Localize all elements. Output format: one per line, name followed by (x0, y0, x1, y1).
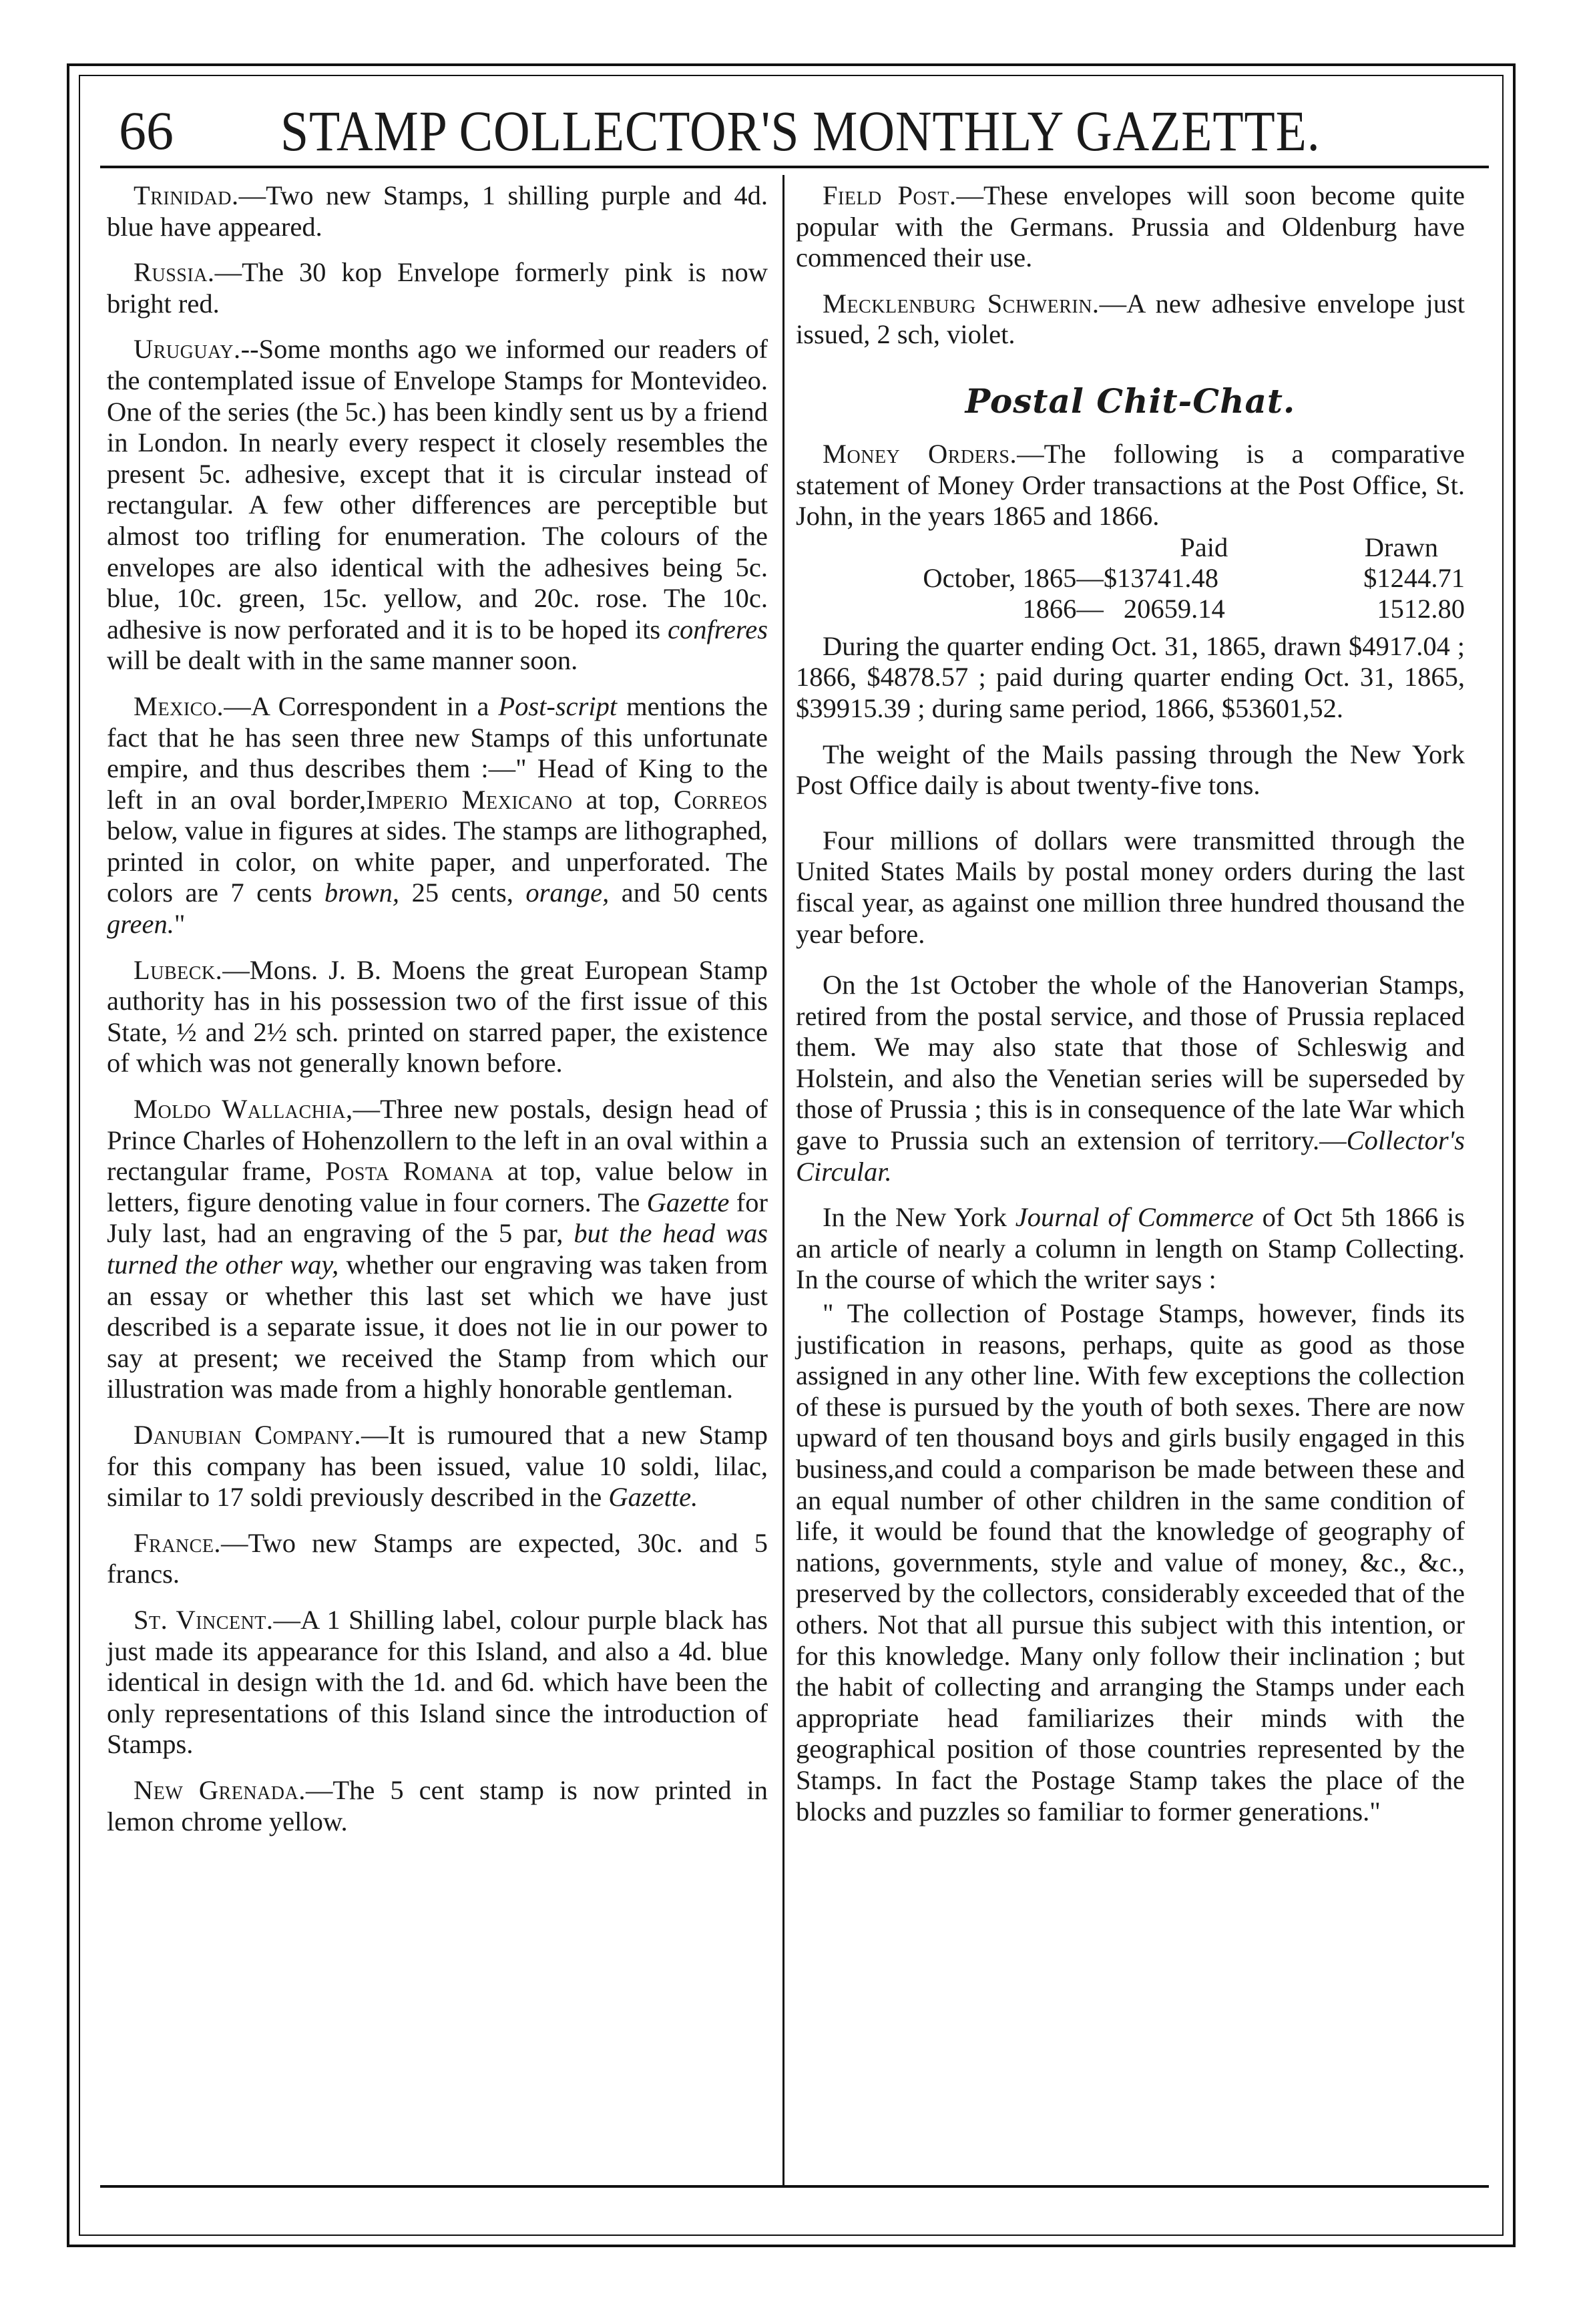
paragraph-four-millions: Four millions of dollars were transmitted through the United States Mails by postal money orders during the last fiscal year, as against one million three hundred thousand the year before. (796, 825, 1465, 949)
article-uruguay (107, 334, 768, 676)
article-heading: Mecklenburg Schwerin. (823, 288, 1100, 319)
article-mecklenburg (796, 288, 1465, 351)
article-moldo-wallachia (107, 1094, 768, 1405)
article-emphasis: brown, (324, 878, 400, 908)
table-cell-paid: $13741.48 (1103, 562, 1219, 593)
article-russia (107, 257, 768, 319)
article-body: —Two new Stamps are expected, 30c. and 5 francs. (107, 1527, 768, 1589)
article-heading: Russia. (134, 257, 215, 288)
article-body: —A 1 Shilling label, colour purple black has just made its appearance for this Island, and also a 4d. blue identical in design with the 1d. and 6d. which have been the only representations of this Island since the introduction of Stamps. (107, 1604, 768, 1760)
article-heading: Mexico. (134, 691, 224, 721)
table-cell-drawn: 1512.80 (1377, 593, 1465, 624)
article-money-orders (796, 439, 1465, 532)
article-body: will be dealt with in the same manner soon. (107, 645, 578, 676)
article-body: whether our engraving was taken from an essay or whether this last set which we have just described is a separate issue, it does not lie in our power to say at present; we received the Stamp from which our illustration was made from a highly honorable gentleman. (107, 1249, 768, 1404)
article-heading: Trinidad. (134, 180, 239, 210)
table-cell-paid: 20659.14 (1123, 593, 1225, 624)
article-heading: Lubeck. (134, 954, 223, 985)
article-body: of Oct 5th 1866 is an article of nearly a column in length on Stamp Collecting. In the course of which the writer says : (796, 1202, 1465, 1295)
article-heading: France. (134, 1527, 222, 1558)
column-divider (782, 175, 784, 2185)
bottom-rule (100, 2185, 1489, 2188)
article-emphasis: Post-script (498, 691, 618, 721)
article-small-caps: Correos (674, 784, 768, 815)
article-body: —These envelopes will soon become quite popular with the Germans. Prussia and Oldenburg have commenced their use. (796, 180, 1465, 273)
article-body: —Mons. J. B. Moens the great European Stamp authority has in his possession two of the first issue of this State, ½ and 2½ sch. printed on starred paper, the existence of which was not generally known before. (107, 954, 768, 1079)
paragraph-hanoverian (796, 970, 1465, 1187)
article-body: mentions the fact that he has seen three new Stamps of this unfortunate empire, and thus describes them :—" Head of King to the left in an oval border, (107, 691, 768, 815)
article-body: —The following is a comparative statement of Money Order transactions at the Post Office, St. John, in the years 1865 and 1866. (796, 438, 1465, 532)
article-emphasis: Journal of Commerce (1015, 1202, 1254, 1233)
article-emphasis: Gazette. (608, 1482, 698, 1513)
page-header (100, 93, 1489, 167)
paragraph-journal (796, 1202, 1465, 1296)
article-france (107, 1528, 768, 1590)
article-small-caps: Imperio Mexicano (366, 784, 573, 815)
table-cell-label: October, 1865— (923, 562, 1104, 593)
article-heading: Field Post. (823, 180, 957, 210)
article-body: at top, value below in letters, figure denoting value in four corners. The (107, 1156, 768, 1217)
page-number: 66 (119, 100, 174, 161)
article-body: —The 30 kop Envelope formerly pink is now bright red. (107, 257, 768, 319)
article-body: —The 5 cent stamp is now printed in lemon chrome yellow. (107, 1774, 768, 1836)
left-column (107, 180, 768, 1852)
article-body: " (174, 909, 186, 940)
article-source: Collector's Circular. (796, 1125, 1465, 1187)
right-column (796, 180, 1465, 1842)
article-body: —Two new Stamps, 1 shilling purple and 4d. blue have appeared. (107, 180, 768, 242)
paragraph-quote: " The collection of Postage Stamps, however, finds its justification in reasons, perhaps, quite as good as those assigned in any other line. With few exceptions the collection of these is pursued by the youth of both sexes. There are now upward of ten thousand boys and girls busily engaged in this business,and could a comparison be made between these and an equal number of other children in the same condition of life, it would be found that the knowledge of geography of nations, governments, style and value of money, &c., &c., preserved by the collectors, considerably exceeded that of the others. Not that all pursue this subject with this intention, or for this knowledge. Many only follow their inclination ; but the habit of collecting and arranging the Stamps under each appropriate head familiarizes their minds with the geographical position of those countries represented by the Stamps. In fact the Postage Stamp takes the place of the blocks and puzzles so familiar to former generations." (796, 1298, 1465, 1826)
article-heading: Money Orders. (823, 438, 1017, 469)
article-heading: Uruguay. (134, 334, 241, 365)
article-emphasis: Gazette (646, 1187, 730, 1217)
article-heading: Danubian Company. (134, 1419, 362, 1450)
article-heading: New Grenada. (134, 1774, 306, 1805)
article-body: 25 cents, (399, 878, 526, 908)
column-header-drawn: Drawn (1364, 532, 1438, 562)
article-body: In the New York (823, 1202, 1015, 1233)
article-field-post (796, 180, 1465, 274)
article-mexico (107, 691, 768, 940)
header-rule (100, 166, 1489, 168)
article-body: —It is rumoured that a new Stamp for this company has been issued, value 10 soldi, lilac, similar to 17 soldi previously described in the (107, 1419, 768, 1513)
article-body: On the 1st October the whole of the Hanoverian Stamps, retired from the postal service, and those of Prussia replaced them. We may also state that those of Schleswig and Holstein, and also the Venetian series will be superseded by those of Prussia ; this is in consequence of the late War which gave to Prussia such an extension of territory.— (796, 970, 1465, 1156)
table-row (796, 563, 1465, 594)
paragraph-quarter: During the quarter ending Oct. 31, 1865, drawn $4917.04 ; 1866, $4878.57 ; paid during quarter ending Oct. 31, 1865, $39915.39 ; during same period, 1866, $53601,52. (796, 630, 1465, 723)
table-cell-drawn: $1244.71 (1363, 562, 1465, 593)
article-emphasis: confreres (668, 614, 768, 644)
article-small-caps: Posta Romana (325, 1156, 494, 1187)
article-body: —A new adhesive envelope just issued, 2 sch, violet. (796, 288, 1465, 350)
money-order-table (796, 532, 1465, 624)
article-lubeck (107, 955, 768, 1079)
table-row (796, 594, 1465, 624)
article-body: at top, (572, 784, 674, 815)
article-new-grenada (107, 1775, 768, 1837)
column-header-paid: Paid (1180, 532, 1228, 562)
article-body: —A Correspondent in a (224, 691, 499, 721)
article-st-vincent (107, 1605, 768, 1760)
table-header-row (796, 532, 1465, 563)
table-cell-label: 1866— (1022, 593, 1104, 624)
article-emphasis: orange, (525, 878, 610, 908)
article-body: below, value in figures at sides. The stamps are lithographed, printed in color, on white paper, and unperforated. The colors are 7 cents (107, 815, 768, 908)
article-body: and 50 cents (609, 878, 768, 908)
page-title: STAMP COLLECTOR'S MONTHLY GAZETTE. (280, 99, 1321, 163)
article-body: --Some months ago we informed our readers of the contemplated issue of Envelope Stamps for Montevideo. One of the series (the 5c.) has been kindly sent us by a friend in London. In nearly every respect it closely resembles the present 5c. adhesive, except that it is circular instead of rectangular. A few other differences are perceptible but almost too trifling for enumeration. The colours of the envelopes are also identical with the adhesives being 5c. blue, 10c. green, 15c. yellow, and 20c. rose. The 10c. adhesive is now perforated and it is to be hoped its (107, 334, 768, 644)
article-heading: St. Vincent. (134, 1604, 274, 1635)
article-emphasis: but the head was turned the other way, (107, 1218, 768, 1280)
article-body: for July last, had an engraving of the 5 par, (107, 1187, 768, 1249)
article-danubian (107, 1420, 768, 1513)
article-emphasis: green. (107, 909, 174, 940)
article-heading: Moldo Wallachia, (134, 1094, 353, 1125)
section-heading: Postal Chit-Chat. (965, 381, 1296, 421)
paragraph-mail-weight: The weight of the Mails passing through the New York Post Office daily is about twenty-five tons. (796, 739, 1465, 801)
article-body: —Three new postals, design head of Prince Charles of Hohenzollern to the left in an oval within a rectangular frame, (107, 1094, 768, 1187)
article-trinidad (107, 180, 768, 242)
